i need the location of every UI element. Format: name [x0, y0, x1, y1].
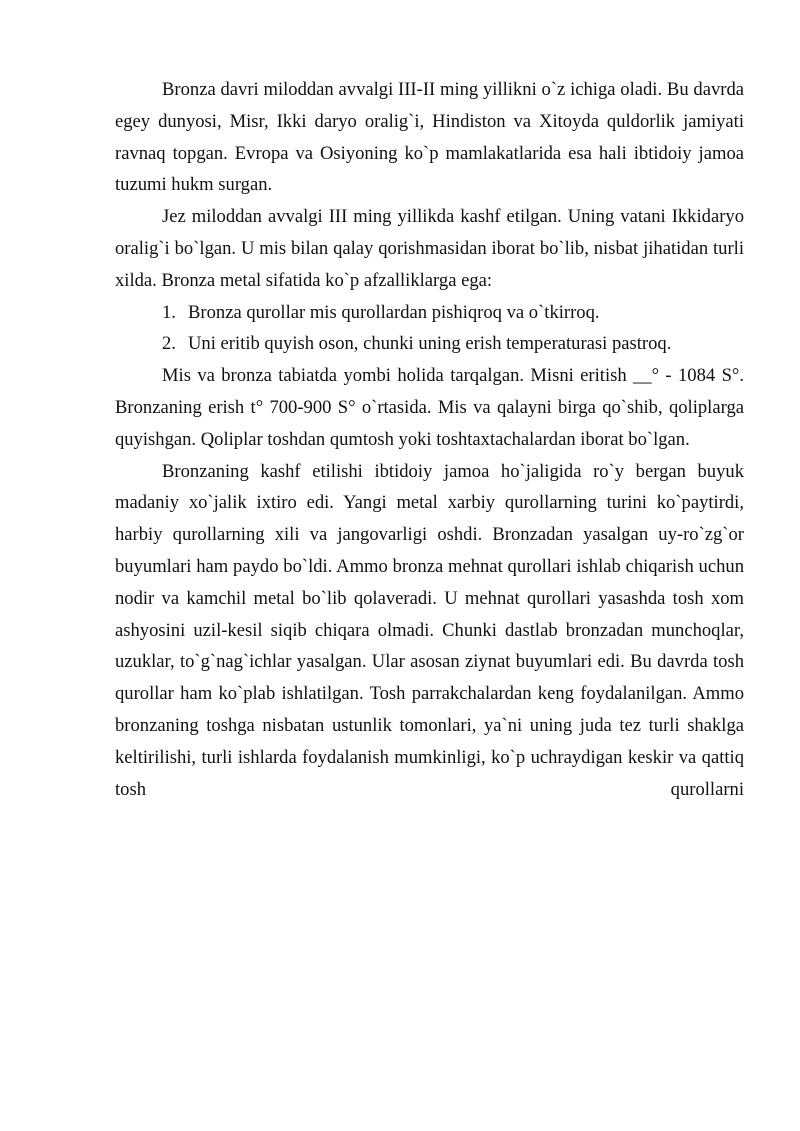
- list-item-2: [115, 328, 744, 360]
- list-text: Bronza qurollar mis qurollardan pishiqroq va o`tkirroq.: [188, 301, 600, 323]
- document-page: [115, 74, 744, 805]
- paragraph-melting: Mis va bronza tabiatda yombi holida tarqalgan. Misni eritish __° - 1084 S°. Bronzaning erish t° 700-900 S° o`rtasida. Mis va qalayni birga qo`shib, qoliplarga quyishgan. Qoliplar toshdan qumtosh yoki toshtaxtachalardan iborat bo`lgan.: [115, 365, 744, 450]
- paragraph-bronze-age: Bronza davri miloddan avvalgi III-II ming yillikni o`z ichiga oladi. Bu davrda egey dunyosi, Misr, Ikki daryo oralig`i, Hindiston va Xitoyda quldorlik jamiyati ravnaq topgan. Evropa va Osiyoning ko`p mamlakatlarida esa hali ibtidoiy jamoa tuzumi hukm surgan.: [115, 79, 744, 196]
- list-number: 1.: [162, 301, 176, 323]
- paragraph-significance: Bronzaning kashf etilishi ibtidoiy jamoa ho`jaligida ro`y bergan buyuk madaniy xo`jalik ixtiro edi. Yangi metal xarbiy qurollarning turini ko`paytirdi, harbiy qurollarning xili va jangovarligi oshdi. Bronzadan yasalgan uy-ro`zg`or buyumlari ham paydo bo`ldi. Ammo bronza mehnat qurollari ishlab chiqarish uchun nodir va kamchil metal bo`lib qolaveradi. U mehnat qurollari yasashda tosh xom ashyosini uzil-kesil siqib chiqara olmadi. Chunki dastlab bronzadan munchoqlar, uzuklar, to`g`nag`ichlar yasalgan. Ular asosan ziynat buyumlari edi. Bu davrda tosh qurollar ham ko`plab ishlatilgan. Tosh parrakchalardan keng foydalanilgan. Ammo bronzaning toshga nisbatan ustunlik tomonlari, ya`ni uning juda tez turli shaklga keltirilishi, turli ishlarda foydalanish mumkinligi, ko`p uchraydigan keskir va qattiq tosh qurollarni: [115, 460, 744, 800]
- paragraph-bronze-discovery: Jez miloddan avvalgi III ming yillikda kashf etilgan. Uning vatani Ikkidaryo oralig`i bo`lgan. U mis bilan qalay qorishmasidan iborat bo`lib, nisbat jihatidan turli xilda. Bronza metal sifatida ko`p afzalliklarga ega:: [115, 206, 744, 291]
- list-item-1: [115, 297, 744, 329]
- list-number: 2.: [162, 333, 176, 355]
- list-text: Uni eritib quyish oson, chunki uning erish temperaturasi pastroq.: [188, 333, 672, 355]
